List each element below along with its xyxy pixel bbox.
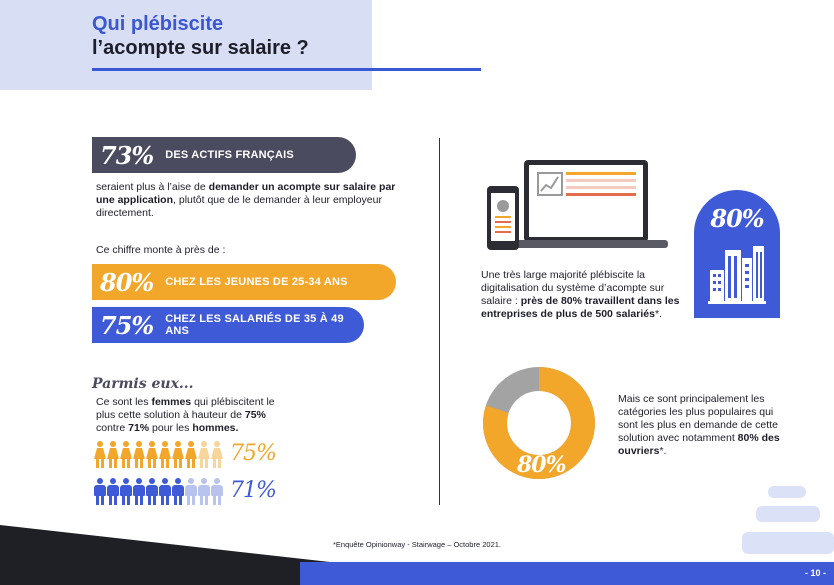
women-percentage: 75% <box>230 441 276 466</box>
stat-label-jeunes: CHEZ LES JEUNES DE 25-34 ANS <box>165 276 348 288</box>
text-run: demander un acompte sur salaire par une application <box>96 181 396 206</box>
paragraph-majorite <box>481 269 686 321</box>
man-icon <box>146 478 158 505</box>
stat-pill-actifs <box>92 137 356 173</box>
woman-icon <box>146 441 158 468</box>
woman-icon <box>198 441 210 468</box>
text-run: seraient plus à l’aise de <box>96 181 209 193</box>
page-title-line2: l’acompte sur salaire ? <box>92 37 309 59</box>
text-run: Ce sont les <box>96 396 152 408</box>
woman-icon <box>120 441 132 468</box>
paragraph-chiffre: Ce chiffre monte à près de : <box>96 244 226 256</box>
paragraph-acompte <box>96 181 396 220</box>
text-run: 75% <box>244 409 266 421</box>
buildings-icon <box>708 242 766 304</box>
woman-icon <box>133 441 145 468</box>
text-run: femmes <box>151 396 192 408</box>
man-icon <box>133 478 145 505</box>
text-run: *. <box>654 308 662 320</box>
woman-icon <box>159 441 171 468</box>
laptop-icon <box>512 160 668 248</box>
woman-icon <box>185 441 197 468</box>
phone-icon <box>487 186 519 250</box>
text-run: 71% <box>128 422 150 434</box>
badge-entreprises <box>694 190 780 318</box>
donut-value: 80% <box>517 452 566 478</box>
text-run: contre <box>96 422 129 434</box>
woman-icon <box>107 441 119 468</box>
title-underline <box>92 68 481 71</box>
text-run: qui plébiscitent le plus cette solution à hauteur de <box>96 396 275 421</box>
text-run: *. <box>659 445 667 457</box>
stat-label-salaries: CHEZ LES SALARIÉS DE 35 À 49 ANS <box>165 313 344 337</box>
men-icons-row <box>94 478 223 505</box>
man-icon <box>172 478 184 505</box>
man-icon <box>198 478 210 505</box>
man-icon <box>159 478 171 505</box>
page-title-line1: Qui plébiscite <box>92 13 224 35</box>
page-number: - 10 - <box>804 568 826 578</box>
man-icon <box>94 478 106 505</box>
text-run: , plutôt que de le demander à leur employeur directement. <box>96 194 382 219</box>
woman-icon <box>94 441 106 468</box>
man-icon <box>120 478 132 505</box>
women-icons-row <box>94 441 223 468</box>
text-run: pour les <box>149 422 193 434</box>
stat-value-salaries: 75% <box>100 310 154 340</box>
text-run: Une très large majorité plébiscite la digitalisation du système d’acompte sur salaire : <box>481 269 665 307</box>
woman-icon <box>172 441 184 468</box>
stat-pill-salaries <box>92 307 364 343</box>
dark-corner-shape <box>0 525 330 585</box>
devices-illustration <box>486 158 670 252</box>
stat-value-jeunes: 80% <box>100 267 154 297</box>
stat-label-actifs: DES ACTIFS FRANÇAIS <box>165 149 294 161</box>
column-divider <box>439 138 440 505</box>
badge-value: 80% <box>710 204 764 233</box>
man-icon <box>211 478 223 505</box>
text-run: près de 80% travaillent dans les entreprises de plus de 500 salariés <box>481 295 680 320</box>
men-percentage: 71% <box>230 478 276 503</box>
paragraph-femmes <box>96 396 286 435</box>
text-run: Mais ce sont principalement les catégories les plus populaires qui sont les plus en demande de cette solution avec notamment <box>618 393 778 444</box>
paragraph-ouvriers <box>618 393 788 458</box>
man-icon <box>107 478 119 505</box>
footer-bar <box>300 562 834 585</box>
stat-pill-jeunes <box>92 264 396 300</box>
text-run: 80% des ouvriers <box>618 432 780 457</box>
parmis-heading: Parmis eux... <box>92 376 194 392</box>
stat-value-actifs: 73% <box>100 140 154 170</box>
woman-icon <box>211 441 223 468</box>
footnote: *Enquête Opinionway - Stairwage – Octobre 2021. <box>332 540 502 549</box>
text-run: hommes. <box>192 422 239 434</box>
man-icon <box>185 478 197 505</box>
